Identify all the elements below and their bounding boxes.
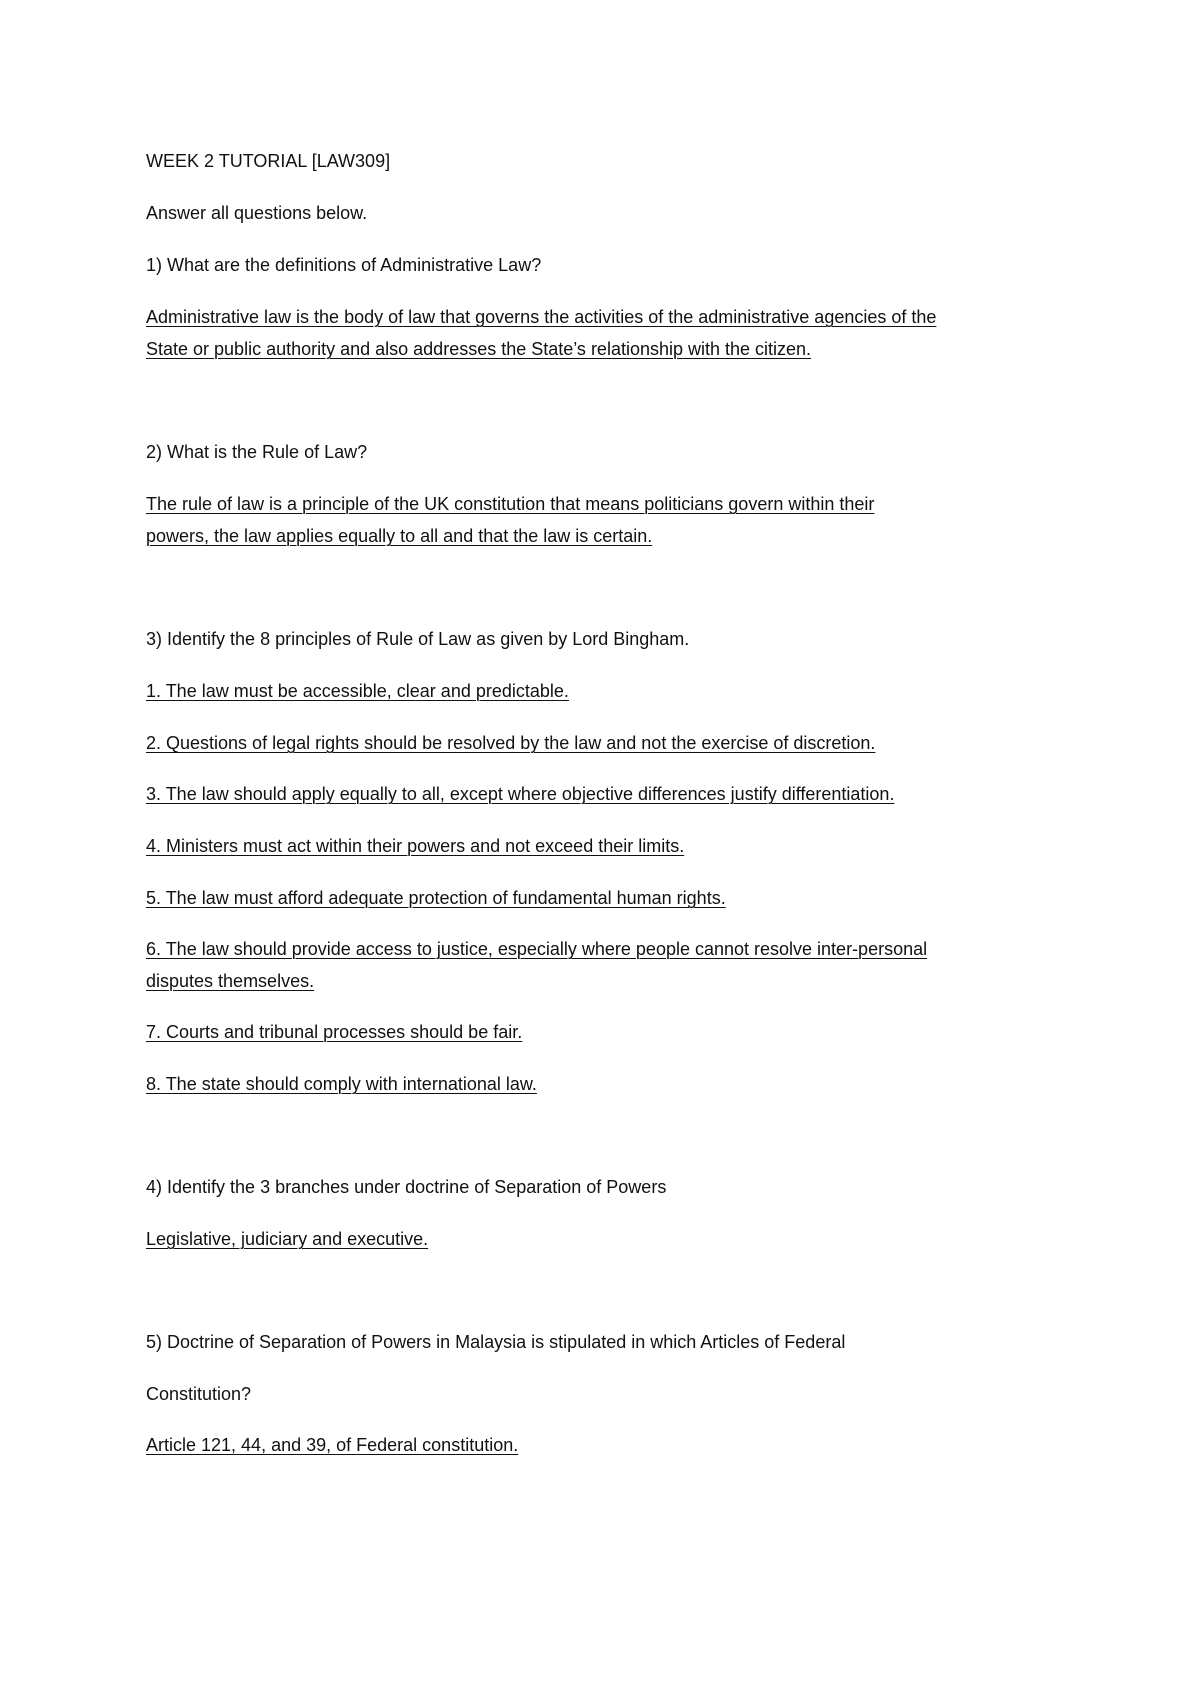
question-3: 3) Identify the 8 principles of Rule of Law as given by Lord Bingham. [146, 629, 690, 649]
principle-4: 4. Ministers must act within their powers and not exceed their limits. [146, 836, 685, 856]
principle-8: 8. The state should comply with international law. [146, 1074, 537, 1094]
document-title: WEEK 2 TUTORIAL [LAW309] [146, 151, 391, 171]
answer-2-line-1: The rule of law is a principle of the UK constitution that means politicians govern within their [146, 494, 875, 514]
principle-6-line-1: 6. The law should provide access to justice, especially where people cannot resolve inter-personal [146, 939, 928, 959]
answer-1-line-2: State or public authority and also addresses the State’s relationship with the citizen. [146, 339, 812, 359]
instruction-text: Answer all questions below. [146, 203, 368, 223]
answer-4: Legislative, judiciary and executive. [146, 1229, 429, 1249]
principle-7: 7. Courts and tribunal processes should be fair. [146, 1022, 523, 1042]
answer-5: Article 121, 44, and 39, of Federal constitution. [146, 1435, 519, 1455]
question-5-line-1: 5) Doctrine of Separation of Powers in Malaysia is stipulated in which Articles of Federal [146, 1332, 846, 1352]
question-5-line-2: Constitution? [146, 1384, 252, 1404]
answer-1-line-1: Administrative law is the body of law that governs the activities of the administrative agencies of the [146, 307, 937, 327]
question-2: 2) What is the Rule of Law? [146, 442, 368, 462]
principle-6-line-2: disputes themselves. [146, 971, 315, 991]
principle-5: 5. The law must afford adequate protection of fundamental human rights. [146, 888, 726, 908]
principle-2: 2. Questions of legal rights should be resolved by the law and not the exercise of discretion. [146, 733, 876, 753]
question-1: 1) What are the definitions of Administrative Law? [146, 255, 542, 275]
question-4: 4) Identify the 3 branches under doctrine of Separation of Powers [146, 1177, 667, 1197]
principle-3: 3. The law should apply equally to all, except where objective differences justify differentiation. [146, 784, 895, 804]
principle-1: 1. The law must be accessible, clear and predictable. [146, 681, 569, 701]
answer-2-line-2: powers, the law applies equally to all and that the law is certain. [146, 526, 653, 546]
